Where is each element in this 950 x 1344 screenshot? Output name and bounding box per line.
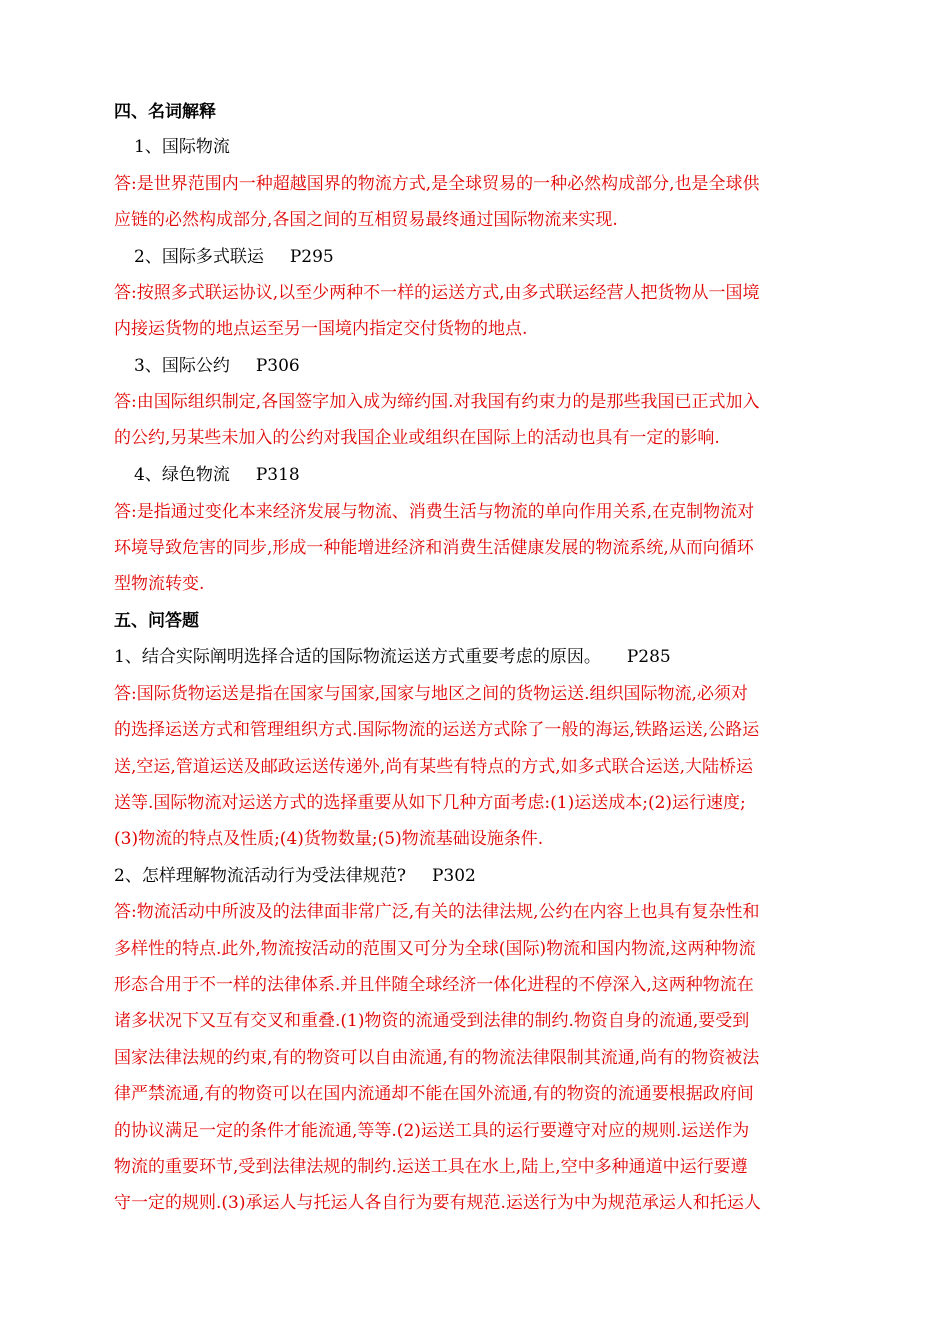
question-1-answer-line: 送等.国际物流对运送方式的选择重要从如下几种方面考虑:(1)运送成本;(2)运行速度; <box>114 793 746 813</box>
term-2-answer-line: 内接运货物的地点运至另一国境内指定交付货物的地点. <box>114 319 528 339</box>
question-2-answer-line: 形态合用于不一样的法律体系.并且伴随全球经济一体化进程的不停深入,这两种物流在 <box>114 975 754 995</box>
term-4-title: 4、绿色物流 P318 <box>134 465 300 485</box>
term-2-title: 2、国际多式联运 P295 <box>134 247 334 267</box>
question-2-answer-line: 律严禁流通,有的物资可以在国内流通却不能在国外流通,有的物资的流通要根据政府间 <box>114 1084 754 1104</box>
section-heading-4: 四、名词解释 <box>114 102 216 122</box>
page-reference: P306 <box>255 356 300 376</box>
term-2-answer-line: 答:按照多式联运协议,以至少两种不一样的运送方式,由多式联运经营人把货物从一国境 <box>114 283 760 303</box>
question-2-answer-line: 多样性的特点.此外,物流按活动的范围又可分为全球(国际)物流和国内物流,这两种物流 <box>114 939 756 959</box>
question-1-answer-line: 送,空运,管道运送及邮政运送传递外,尚有某些有特点的方式,如多式联合运送,大陆桥运 <box>114 757 754 777</box>
term-1-answer-line: 应链的必然构成部分,各国之间的互相贸易最终通过国际物流来实现. <box>114 210 618 230</box>
question-2-title: 2、怎样理解物流活动行为受法律规范? P302 <box>114 866 476 886</box>
question-1-answer-line: 答:国际货物运送是指在国家与国家,国家与地区之间的货物运送.组织国际物流,必须对 <box>114 684 748 704</box>
term-4-answer-line: 答:是指通过变化本来经济发展与物流、消费生活与物流的单向作用关系,在克制物流对 <box>114 502 755 522</box>
question-1-answer-line: 的选择运送方式和管理组织方式.国际物流的运送方式除了一般的海运,铁路运送,公路运 <box>114 720 760 740</box>
term-4-answer-line: 环境导致危害的同步,形成一种能增进经济和消费生活健康发展的物流系统,从而向循环 <box>114 538 754 558</box>
question-2-answer-line: 的协议满足一定的条件才能流通,等等.(2)运送工具的运行要遵守对应的规则.运送作为 <box>114 1121 750 1141</box>
page-reference: P302 <box>431 866 476 886</box>
page-reference: P318 <box>255 465 300 485</box>
page-reference: P295 <box>289 247 334 267</box>
question-2-answer-line: 诸多状况下又互有交叉和重叠.(1)物资的流通受到法律的制约.物资自身的流通,要受到 <box>114 1011 750 1031</box>
term-4-answer-line: 型物流转变. <box>114 574 205 594</box>
question-1-answer-line: (3)物流的特点及性质;(4)货物数量;(5)物流基础设施条件. <box>114 829 544 849</box>
page-reference: P285 <box>626 647 671 667</box>
question-2-answer-line: 物流的重要环节,受到法律法规的制约.运送工具在水上,陆上,空中多种通道中运行要遵 <box>114 1157 748 1177</box>
question-2-answer-line: 守一定的规则.(3)承运人与托运人各自行为要有规范.运送行为中为规范承运人和托运人 <box>114 1193 761 1213</box>
question-2-answer-line: 国家法律法规的约束,有的物资可以自由流通,有的物流法律限制其流通,尚有的物资被法 <box>114 1048 760 1068</box>
term-1-title: 1、国际物流 <box>134 137 230 157</box>
question-2-answer-line: 答:物流活动中所波及的法律面非常广泛,有关的法律法规,公约在内容上也具有复杂性和 <box>114 902 760 922</box>
term-3-answer-line: 答:由国际组织制定,各国签字加入成为缔约国.对我国有约束力的是那些我国已正式加入 <box>114 392 760 412</box>
term-3-answer-line: 的公约,另某些未加入的公约对我国企业或组织在国际上的活动也具有一定的影响. <box>114 428 720 448</box>
term-3-title: 3、国际公约 P306 <box>134 356 300 376</box>
question-1-title: 1、结合实际阐明选择合适的国际物流运送方式重要考虑的原因。 P285 <box>114 647 671 667</box>
term-1-answer-line: 答:是世界范围内一种超越国界的物流方式,是全球贸易的一种必然构成部分,也是全球供 <box>114 174 760 194</box>
section-heading-5: 五、问答题 <box>114 611 199 631</box>
